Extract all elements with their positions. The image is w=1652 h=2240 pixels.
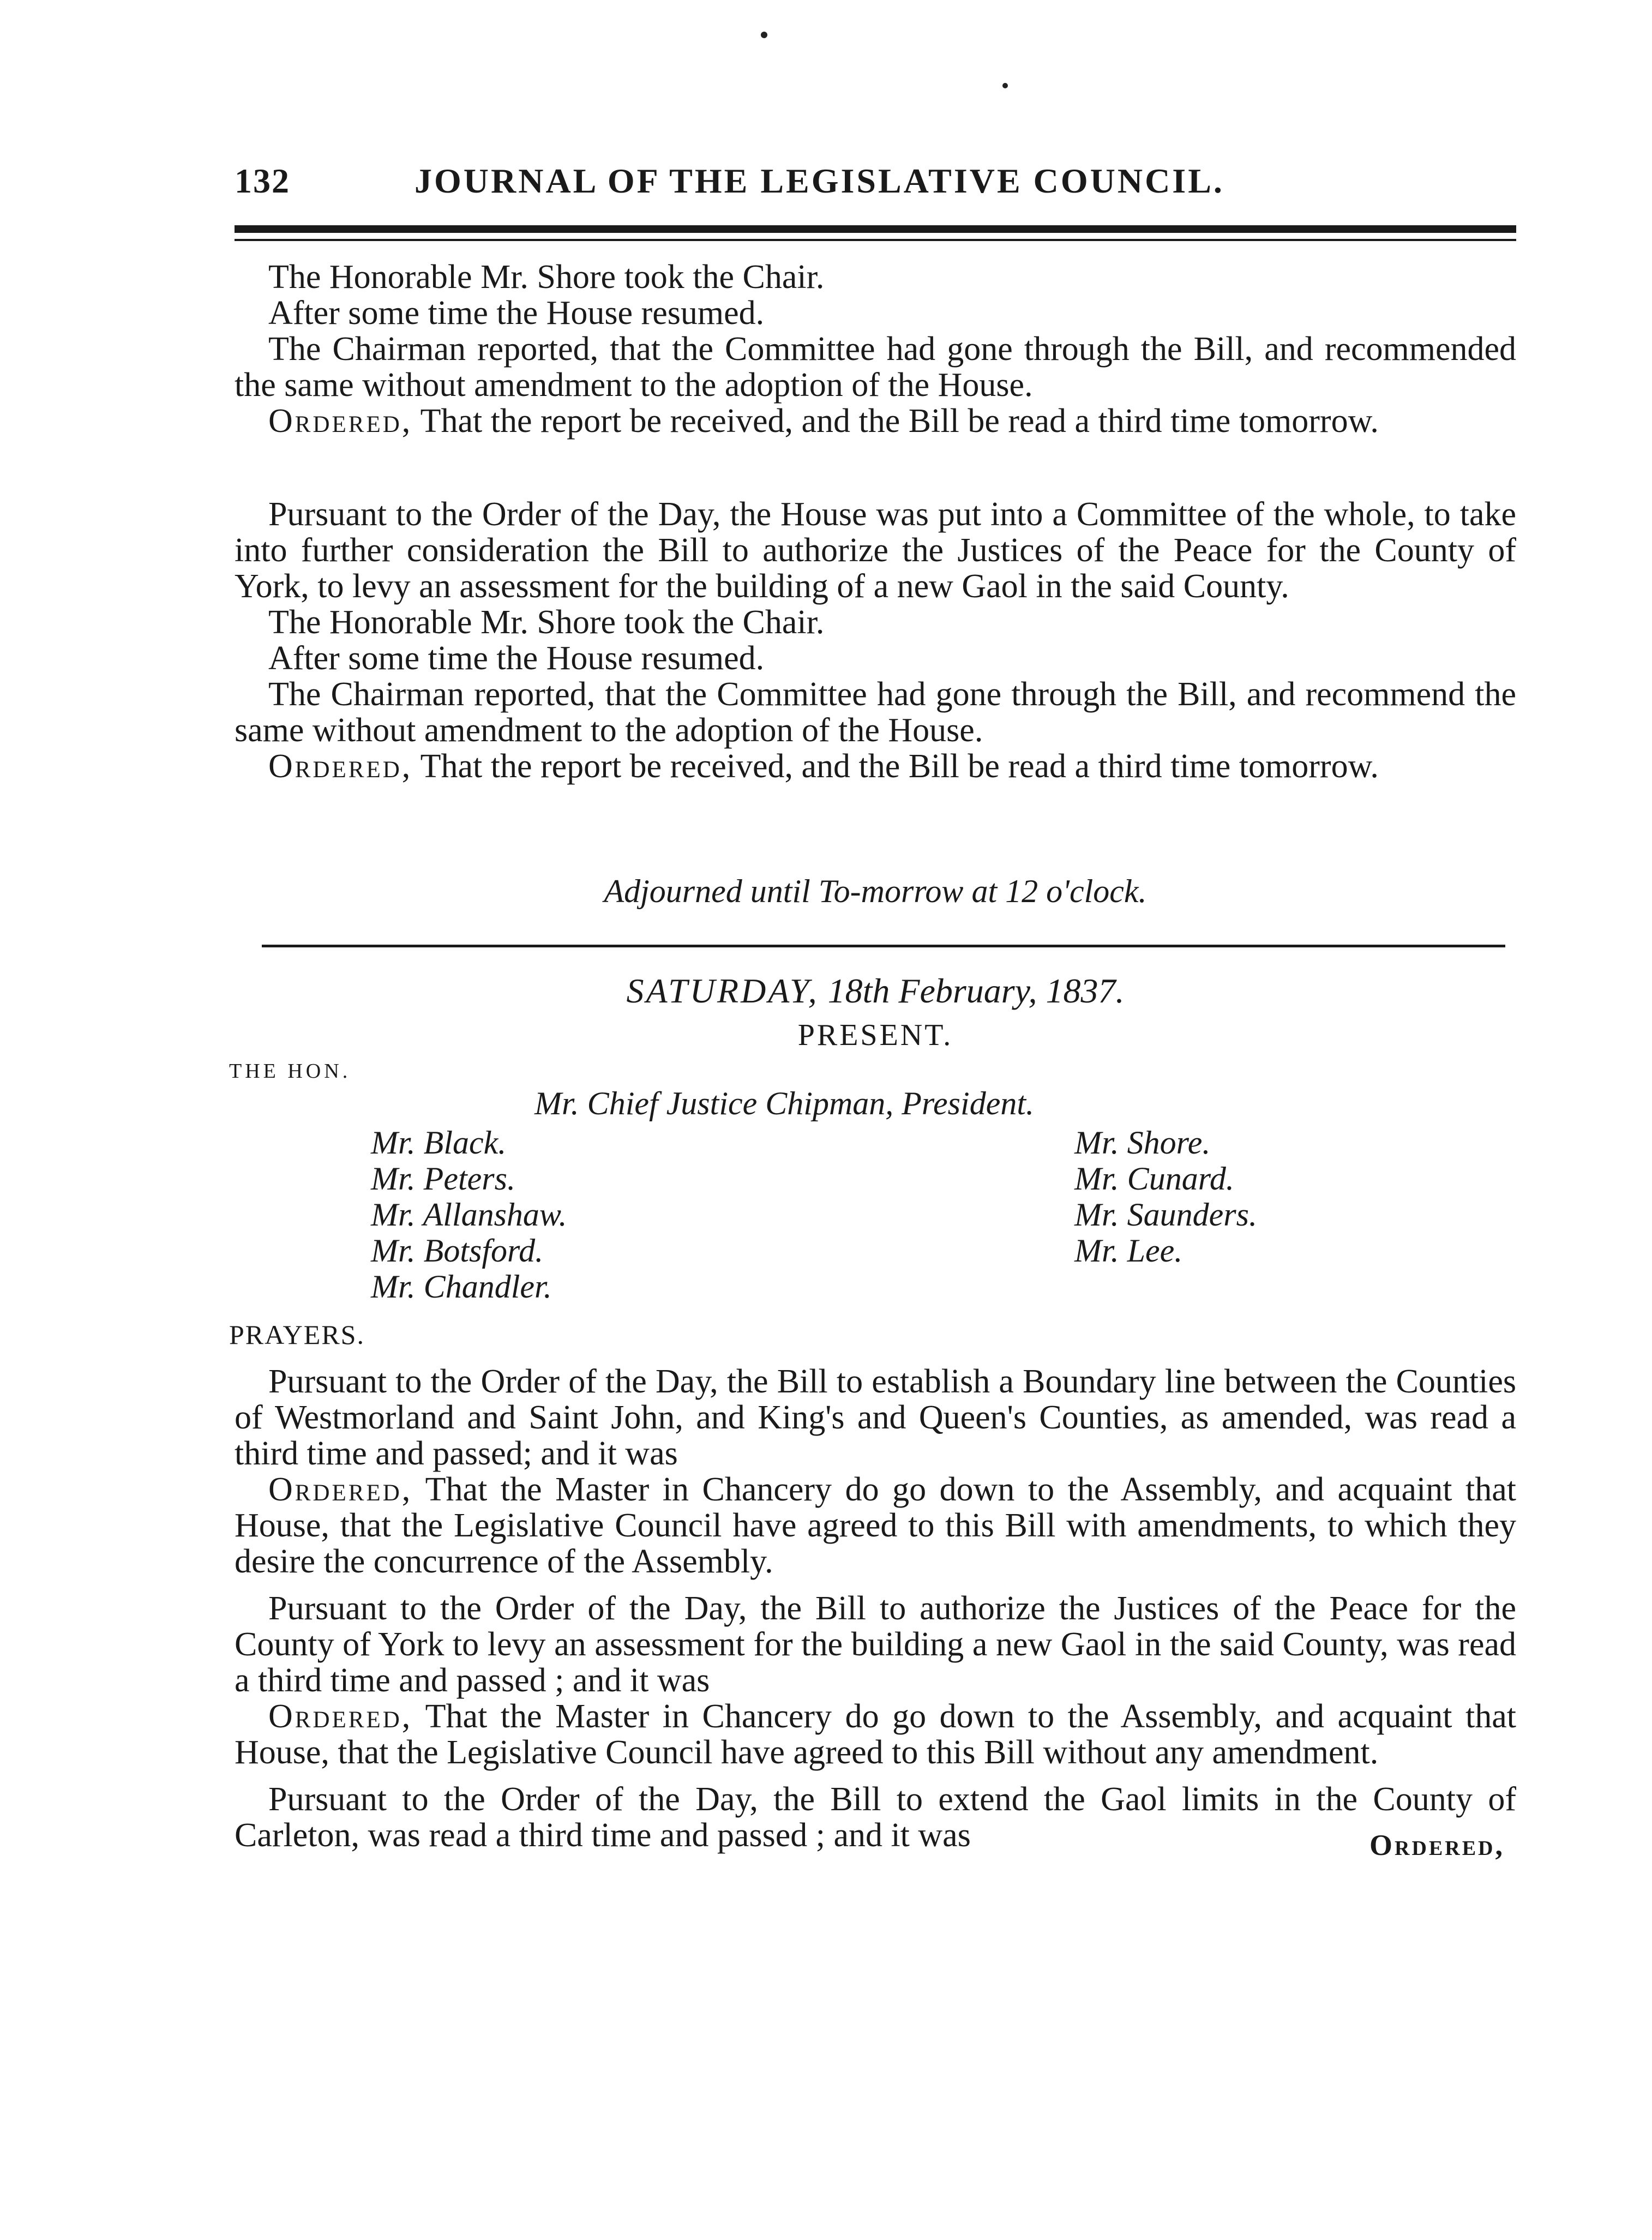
- ordered-lead: Ordered,: [268, 748, 413, 785]
- print-speck: [1002, 83, 1008, 88]
- ordered-paragraph: [235, 403, 1516, 439]
- member-left: Mr. Black.: [371, 1125, 507, 1161]
- ordered-lead: Ordered,: [268, 1698, 413, 1735]
- ordered-lead: Ordered,: [268, 403, 413, 440]
- session-date: [235, 971, 1516, 1011]
- section-divider: [262, 945, 1505, 947]
- session-date-rest: 18th February, 1837.: [819, 971, 1125, 1010]
- print-speck: [761, 32, 767, 38]
- prayers-heading: PRAYERS.: [229, 1319, 365, 1350]
- paragraph: Pursuant to the Order of the Day, the Bill to establish a Boundary line between the Counties of Westmorland and Saint John, and King's and Queen's Counties, as amended, was read a third time and passed; and it was: [235, 1363, 1516, 1472]
- member-right: Mr. Lee.: [1074, 1233, 1183, 1269]
- running-title: JOURNAL OF THE LEGISLATIVE COUNCIL.: [414, 161, 1224, 200]
- ordered-text: That the report be received, and the Bill be read a third time tomorrow.: [412, 403, 1379, 440]
- ordered-paragraph: [235, 1472, 1516, 1580]
- ordered-lead: Ordered,: [268, 1471, 413, 1508]
- paragraph: The Chairman reported, that the Committee had gone through the Bill, and recommend the same without amendment to the adoption of the House.: [235, 676, 1516, 749]
- ordered-paragraph: [235, 1698, 1516, 1770]
- the-hon-label: THE HON.: [229, 1060, 351, 1083]
- section-third-readings: [235, 1364, 1516, 1853]
- present-heading: PRESENT.: [797, 1018, 953, 1052]
- header-rule-thick: [235, 225, 1516, 233]
- ordered-text: That the Master in Chancery do go down to the Assembly, and acquaint that House, that the Legislative Council have agreed to this Bill without any amendment.: [235, 1698, 1516, 1771]
- section-committee-report: [235, 259, 1516, 439]
- paragraph: The Honorable Mr. Shore took the Chair.: [268, 604, 825, 641]
- member-left: Mr. Botsford.: [371, 1233, 544, 1269]
- paragraph: Pursuant to the Order of the Day, the Bill to authorize the Justices of the Peace for the County of York to levy an assessment for the building a new Gaol in the said County, was read a third time and passed ; and it was: [235, 1590, 1516, 1699]
- member-right: Mr. Saunders.: [1074, 1197, 1258, 1233]
- catchword: Ordered,: [1369, 1829, 1505, 1861]
- section-york-gaol-committee: [235, 496, 1516, 784]
- header-rule-thin: [235, 239, 1516, 241]
- ordered-text: That the Master in Chancery do go down to the Assembly, and acquaint that House, that the Legislative Council have agreed to this Bill with amendments, to which they desire the concurrence of the Assembly.: [235, 1471, 1516, 1580]
- page-number: 132: [235, 161, 290, 200]
- member-left: Mr. Peters.: [371, 1161, 515, 1197]
- ordered-text: That the report be received, and the Bill be read a third time tomorrow.: [412, 748, 1379, 785]
- paragraph: The Chairman reported, that the Committee had gone through the Bill, and recommended the same without amendment to the adoption of the House.: [235, 331, 1516, 404]
- member-left: Mr. Chandler.: [371, 1269, 552, 1305]
- paragraph: After some time the House resumed.: [268, 295, 765, 332]
- paragraph: After some time the House resumed.: [268, 640, 765, 677]
- member-right: Mr. Cunard.: [1074, 1161, 1234, 1197]
- president-line: Mr. Chief Justice Chipman, President.: [534, 1085, 1034, 1121]
- paragraph: The Honorable Mr. Shore took the Chair.: [268, 259, 825, 296]
- session-day: SATURDAY,: [626, 971, 819, 1010]
- page-header: [235, 161, 1516, 210]
- member-left: Mr. Allanshaw.: [371, 1197, 567, 1233]
- member-right: Mr. Shore.: [1074, 1125, 1211, 1161]
- paragraph: Pursuant to the Order of the Day, the House was put into a Committee of the whole, to take into further consideration the Bill to authorize the Justices of the Peace for the County of York, to levy an assessment for the building of a new Gaol in the said County.: [235, 496, 1516, 605]
- ordered-paragraph: [235, 748, 1516, 784]
- paragraph: Pursuant to the Order of the Day, the Bill to extend the Gaol limits in the County of Carleton, was read a third time and passed ; and it was: [235, 1781, 1516, 1854]
- adjourned-notice: Adjourned until To-morrow at 12 o'clock.: [604, 873, 1147, 909]
